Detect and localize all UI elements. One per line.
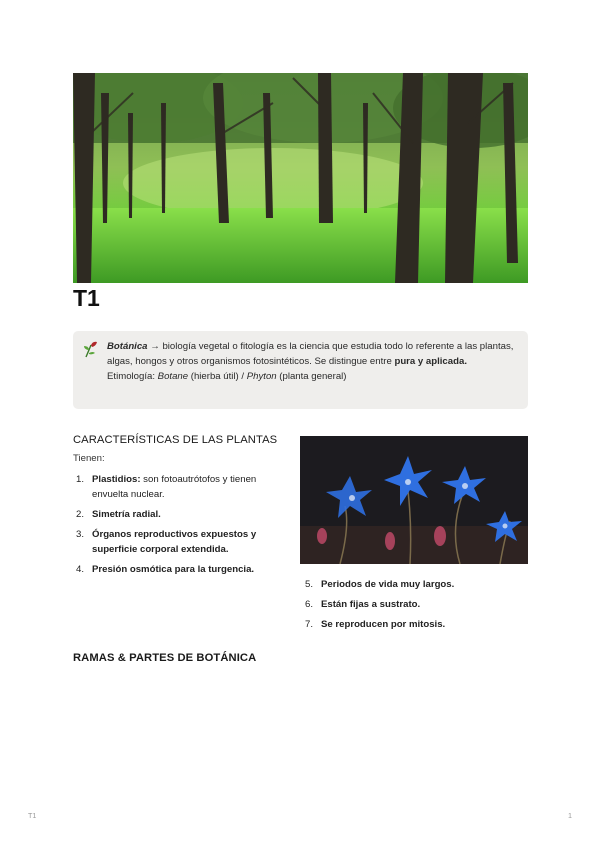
list-number: 5.	[305, 579, 314, 590]
characteristics-list-right	[305, 578, 525, 639]
footer-page-number: 1	[568, 811, 572, 820]
list-item-bold: Periodos de vida muy largos.	[321, 579, 455, 590]
list-item-text: son fotoautrótofos y tienen envuelta nuclear.	[92, 474, 257, 500]
list-number: 7.	[305, 619, 314, 631]
list-item-bold: Se reproducen por mitosis.	[321, 619, 446, 631]
plant-icon	[83, 340, 99, 358]
callout-term: Botánica	[107, 341, 148, 352]
list-number: 4.	[76, 563, 85, 575]
list-number: 1.	[76, 474, 85, 485]
list-item	[76, 563, 276, 578]
list-item	[305, 578, 525, 593]
list-number: 2.	[76, 508, 85, 520]
callout-etym-meaning2: (planta general)	[276, 370, 347, 382]
list-item	[305, 618, 525, 633]
list-item	[305, 598, 525, 613]
list-item-bold: Presión osmótica para la turgencia.	[92, 563, 255, 575]
list-number: 6.	[305, 599, 314, 611]
section-heading-caracteristicas: CARACTERÍSTICAS DE LAS PLANTAS	[73, 434, 278, 446]
characteristics-list-left	[76, 473, 276, 583]
borage-flowers-photo-icon	[300, 436, 528, 564]
callout-definition-bold: pura y aplicada	[394, 355, 465, 367]
cover-image	[73, 73, 528, 283]
callout-etym-word1: Botane	[157, 370, 189, 382]
list-item	[76, 528, 276, 557]
section-lead: Tienen:	[73, 453, 105, 464]
list-item-bold: Están fijas a sustrato.	[321, 599, 421, 611]
list-item-bold: Órganos reproductivos expuestos y superficie corporal extendida.	[92, 528, 257, 555]
footer-left: T1	[28, 811, 37, 820]
section-heading-ramas: RAMAS & PARTES DE BOTÁNICA	[73, 652, 257, 664]
callout-text	[107, 340, 519, 384]
callout-etym-meaning1: (hierba útil) /	[188, 370, 247, 382]
definition-callout	[73, 331, 528, 409]
callout-definition: biología vegetal o fitología es la ciencia que estudia todo lo referente a las plantas, algas, hongos y otros organismos fotosintéticos. Se distingue entre	[107, 341, 514, 367]
list-item-bold: Simetría radial.	[92, 508, 161, 520]
list-item	[76, 473, 276, 502]
callout-arrow: →	[147, 341, 163, 352]
page-title: T1	[73, 285, 100, 311]
callout-etym-label: Etimología:	[107, 370, 158, 382]
list-item	[76, 508, 276, 523]
list-item-bold: Plastidios:	[92, 474, 141, 485]
flower-image	[300, 436, 528, 564]
list-number: 3.	[76, 528, 85, 540]
callout-etym-word2: Phyton	[246, 370, 277, 382]
forest-photo-icon	[73, 73, 528, 283]
callout-definition-end: .	[464, 355, 467, 367]
